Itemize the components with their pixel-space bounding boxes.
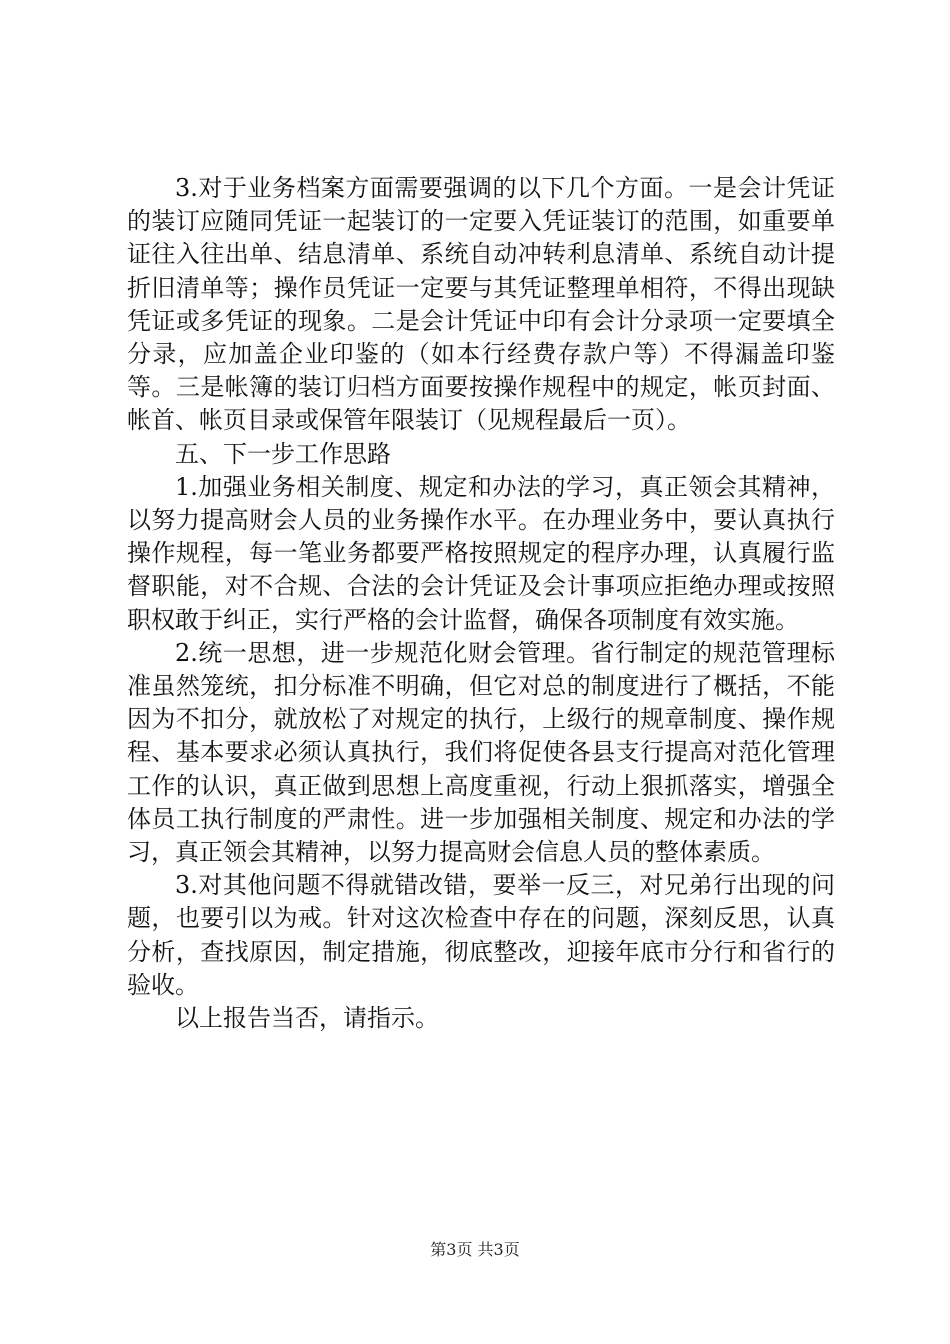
page-number-footer: 第3页 共3页 xyxy=(430,1240,520,1259)
section-heading-next-steps: 五、下一步工作思路 xyxy=(175,439,391,468)
paragraph-other-issues: 3.对其他问题不得就错改错，要举一反三，对兄弟行出现的问题，也要引以为戒。针对这次检查中存在的问题，深刻反思，认真分析，查找原因，制定措施，彻底整改，迎接年底市分行和省行的验收。 xyxy=(127,871,835,999)
paragraph-archive-requirements: 3.对于业务档案方面需要强调的以下几个方面。一是会计凭证的装订应随同凭证一起装订的一定要入凭证装订的范围，如重要单证往入往出单、结息清单、系统自动冲转利息清单、系统自动计提折旧清单等；操作员凭证一定要与其凭证整理单相符，不得出现缺凭证或多凭证的现象。二是会计凭证中印有会计分录项一定要填全分录，应加盖企业印鉴的（如本行经费存款户等）不得漏盖印鉴等。三是帐簿的装订归档方面要按操作规程中的规定，帐页封面、帐首、帐页目录或保管年限装订（见规程最后一页）。 xyxy=(127,174,835,435)
paragraph-unify-thinking: 2.统一思想，进一步规范化财会管理。省行制定的规范管理标准虽然笼统，扣分标准不明确，但它对总的制度进行了概括，不能因为不扣分，就放松了对规定的执行，上级行的规章制度、操作规程、基本要求必须认真执行，我们将促使各县支行提高对范化管理工作的认识，真正做到思想上高度重视，行动上狠抓落实，增强全体员工执行制度的严肃性。进一步加强相关制度、规定和办法的学习，真正领会其精神，以努力提高财会信息人员的整体素质。 xyxy=(127,638,835,867)
document-body xyxy=(127,172,835,1035)
paragraph-closing: 以上报告当否，请指示。 xyxy=(175,1004,439,1033)
paragraph-strengthen-study: 1.加强业务相关制度、规定和办法的学习，真正领会其精神，以努力提高财会人员的业务操作水平。在办理业务中，要认真执行操作规程，每一笔业务都要严格按照规定的程序办理，认真履行监督职能，对不合规、合法的会计凭证及会计事项应拒绝办理或按照职权敢于纠正，实行严格的会计监督，确保各项制度有效实施。 xyxy=(127,472,835,634)
